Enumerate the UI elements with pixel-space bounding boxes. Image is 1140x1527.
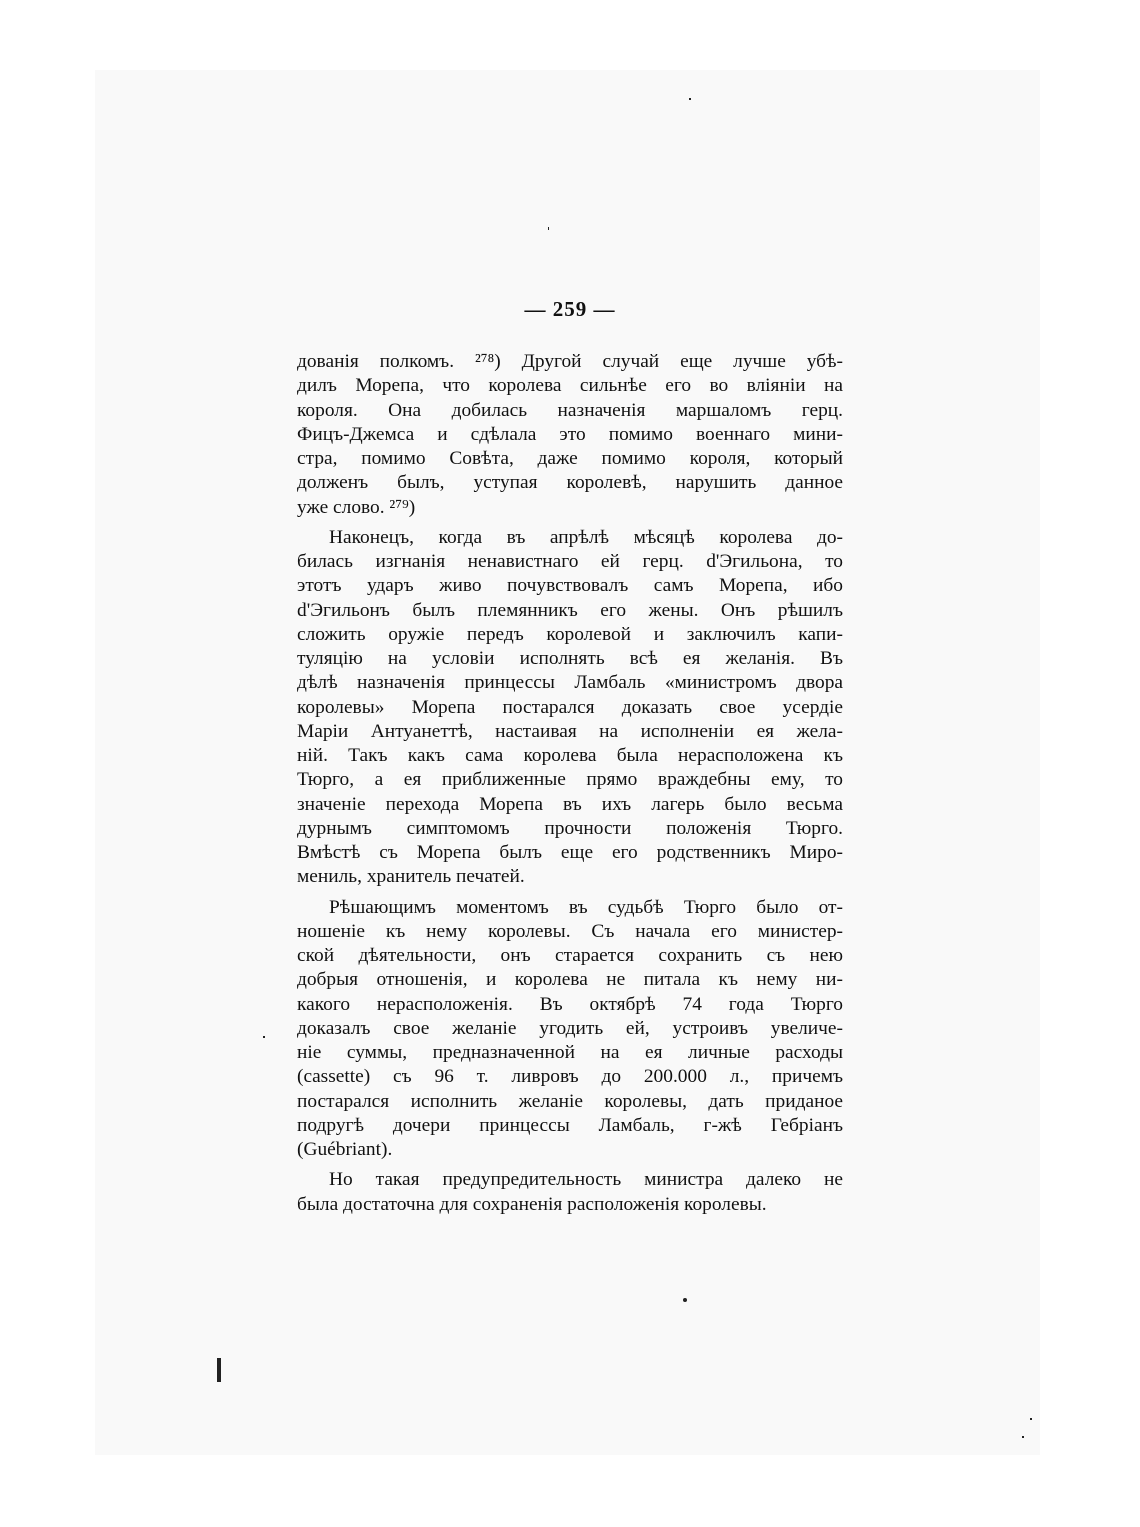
text-line: Вмѣстѣ съ Морепа былъ еще его родственникъ Миро-: [297, 842, 843, 863]
text-line: дѣлѣ назначенія принцессы Ламбаль «министромъ двора: [297, 672, 843, 694]
text-line: долженъ былъ, уступая королевѣ, нарушить данное: [297, 472, 843, 494]
text-line: была достаточна для сохраненія расположенія королевы.: [297, 1193, 767, 1215]
text-line: доказалъ свое желаніе угодить ей, устроивъ увеличе-: [297, 1017, 843, 1039]
text-line: подругѣ дочери принцессы Ламбаль, г-жѣ Гебріанъ: [297, 1114, 843, 1136]
text-line: Рѣшающимъ моментомъ въ судьбѣ Тюрго было от-: [329, 896, 843, 918]
text-line: какого нерасположенія. Въ октябрѣ 74 года Тюрго: [297, 993, 843, 1015]
text-line: значеніе перехода Морепа въ ихъ лагерь было весьма: [297, 793, 843, 815]
text-line: (cassette) съ 96 т. ливровъ до 200.000 л., причемъ: [297, 1066, 843, 1088]
text-line: стра, помимо Совѣта, даже помимо короля, который: [297, 448, 843, 469]
text-line: Маріи Антуанеттѣ, настаивая на исполненіи ея жела-: [297, 720, 843, 742]
text-line: ской дѣятельности, онъ старается сохранить съ нею: [297, 945, 843, 966]
text-line: постарался исполнить желаніе королевы, дать приданое: [297, 1090, 843, 1112]
text-line: мениль, хранитель печатей.: [297, 866, 525, 888]
paragraph-1: [297, 350, 843, 520]
text-line: дилъ Морепа, что королева сильнѣе его во вліяніи на: [297, 375, 843, 397]
text-line: дованія полкомъ. ²⁷⁸) Другой случай еще лучше убѣ-: [297, 351, 843, 372]
body-text: [297, 350, 843, 1217]
text-line: сложить оружіе передъ королевой и заключилъ капи-: [297, 623, 843, 645]
scan-speck: [689, 98, 691, 100]
text-line: Тюрго, а ея приближенные прямо враждебны ему, то: [297, 769, 843, 791]
page-number: — 259 —: [524, 297, 616, 321]
text-line: дурнымъ симптомомъ прочности положенія Тюрго.: [297, 817, 843, 839]
scan-speck: [548, 227, 549, 230]
paragraph-3: [297, 896, 843, 1163]
text-line: ніе суммы, предназначенной на ея личные расходы: [297, 1042, 843, 1063]
text-line: уже слово. ²⁷⁹): [297, 496, 416, 518]
text-line: ній. Такъ какъ сама королева была нерасположена къ: [297, 745, 843, 766]
text-line: Наконецъ, когда въ апрѣлѣ мѣсяцѣ королева до-: [329, 526, 843, 548]
paragraph-2: [297, 526, 843, 890]
text-line: короля. Она добилась назначенія маршаломъ герц.: [297, 399, 843, 421]
text-line: Фицъ-Джемса и сдѣлала это помимо военнаго мини-: [297, 423, 843, 445]
scan-speck: [1022, 1436, 1024, 1438]
text-line: туляцію на условіи исполнять всѣ ея желанія. Въ: [297, 648, 843, 669]
text-line: добрыя отношенія, и королева не питала къ нему ни-: [297, 969, 843, 991]
text-line: Но такая предупредительность министра далеко не: [329, 1169, 843, 1191]
text-line: королевы» Морепа постарался доказать свое усердіе: [297, 696, 843, 718]
text-line: (Guébriant).: [297, 1139, 393, 1160]
scan-speck: [683, 1298, 687, 1302]
text-line: этотъ ударъ живо почувствовалъ самъ Морепа, ибо: [297, 575, 843, 597]
scan-speck: [1030, 1418, 1032, 1420]
text-line: билась изгнанія ненавистнаго ей герц. d'Эгильона, то: [297, 551, 843, 572]
scan-speck: [217, 1358, 221, 1382]
scan-speck: [263, 1036, 265, 1038]
text-line: d'Эгильонъ былъ племянникъ его жены. Онъ рѣшилъ: [297, 599, 843, 621]
paragraph-4: [297, 1168, 843, 1217]
text-line: ношеніе къ нему королевы. Съ начала его министер-: [297, 920, 843, 942]
